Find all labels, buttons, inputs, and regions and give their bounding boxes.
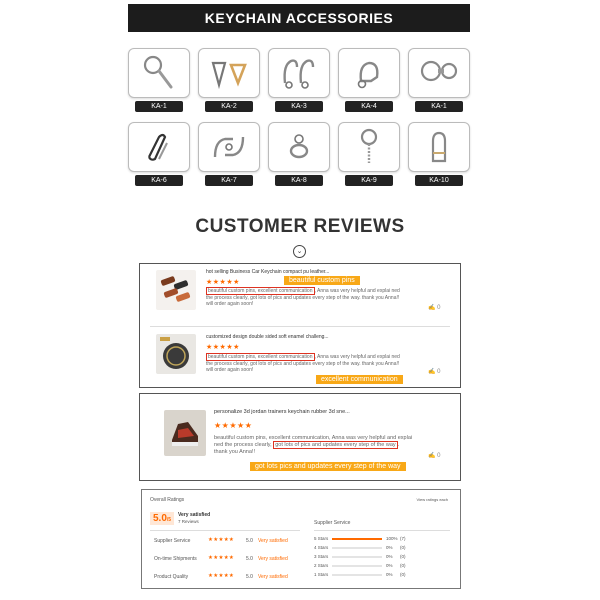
review-item <box>140 394 460 480</box>
review-text: beautiful custom pins, excellent communication , Anna was very helpful and explai ned the process clearly, got lots of pics and updates every step of the way. thank you Anna!! will order again soon! <box>206 354 400 373</box>
sneaker-keychain-photo <box>164 410 206 456</box>
rating-bar <box>332 565 382 567</box>
product-tile[interactable] <box>408 48 470 112</box>
swivel-snap-hook-icon <box>277 53 321 93</box>
like-button[interactable]: ✍ 0 <box>428 453 441 459</box>
product-label: KA-7 <box>205 175 253 186</box>
product-tile[interactable] <box>338 48 400 112</box>
reviews-title: CUSTOMER REVIEWS <box>195 216 405 237</box>
chevron-down-icon[interactable]: ⌄ <box>293 245 306 258</box>
product-tile[interactable] <box>198 122 260 186</box>
review-tag: beautiful custom pins <box>284 276 360 285</box>
review-title: hot selling Business Car Keychain compact pu leather... <box>206 269 330 275</box>
product-grid <box>128 48 470 186</box>
carabiner-clip-icon <box>139 127 179 167</box>
review-highlight: got lots of pics and updates every step of the way <box>275 442 396 448</box>
review-stars: ★★★★★ <box>214 421 253 430</box>
rating-bar <box>332 547 382 549</box>
product-label: KA-9 <box>345 175 393 186</box>
review-text: beautiful custom pins, excellent communication , Anna was very helpful and explai ned the process clearly, got lots of pics and updates every step of the way. thank you Anna!! will order again soon! <box>206 288 400 307</box>
banner-title: KEYCHAIN ACCESSORIES <box>204 10 394 26</box>
product-tile[interactable] <box>338 122 400 186</box>
review-count: 7 Reviews <box>178 519 199 524</box>
thumbs-up-icon: ✍ <box>428 453 436 459</box>
product-label: KA-3 <box>275 101 323 112</box>
split-ring-with-chain-icon <box>139 53 179 93</box>
oval-swivel-ring-icon <box>279 127 319 167</box>
product-label: KA-8 <box>275 175 323 186</box>
overall-score: 5.0/5 <box>150 512 174 525</box>
product-label: KA-6 <box>135 175 183 186</box>
product-label: KA-10 <box>415 175 463 186</box>
rating-bar <box>332 556 382 558</box>
d-ring-icon <box>207 53 251 93</box>
review-title: customized design double sided soft enamel challeng... <box>206 334 329 340</box>
overall-summary: Very satisfied <box>178 512 211 518</box>
review-highlight: beautiful custom pins, excellent communication <box>208 288 313 294</box>
split-ring-chain-icon <box>349 127 389 167</box>
criteria-stars: ★★★★★ <box>208 537 235 543</box>
rating-bar <box>332 574 382 576</box>
review-card <box>139 393 461 481</box>
product-label: KA-1 <box>415 101 463 112</box>
key-ring-with-swivel-icon <box>417 53 461 93</box>
criteria-stars: ★★★★★ <box>208 555 235 561</box>
review-stars: ★★★★★ <box>206 279 240 286</box>
divider <box>314 530 450 531</box>
product-label: KA-1 <box>135 101 183 112</box>
leather-keychains-photo <box>156 270 196 310</box>
review-item <box>140 264 460 324</box>
divider <box>150 326 450 327</box>
review-card <box>139 263 461 388</box>
thumbs-up-icon: ✍ <box>428 305 436 311</box>
rating-bar <box>332 538 382 540</box>
review-title: personalize 3d jordan trainers keychain rubber 3d sne... <box>214 409 350 415</box>
view-ratings-link[interactable]: View ratings each <box>416 497 448 502</box>
product-tile[interactable] <box>408 122 470 186</box>
review-tag: got lots pics and updates every step of the way <box>250 462 406 471</box>
product-tile[interactable] <box>128 48 190 112</box>
review-stars: ★★★★★ <box>206 344 240 351</box>
screw-lock-clasp-icon <box>419 127 459 167</box>
review-text: beautiful custom pins, excellent communication, Anna was very helpful and explai ned the process clearly, got lots of pics and updates every step of the way . thank you Anna!! <box>214 435 413 455</box>
product-tile[interactable] <box>128 122 190 186</box>
product-label: KA-4 <box>345 101 393 112</box>
product-tile[interactable] <box>268 122 330 186</box>
product-tile[interactable] <box>198 48 260 112</box>
divider <box>150 530 300 531</box>
breakdown-title: Supplier Service <box>314 520 351 526</box>
lobster-clasp-icon <box>349 53 389 93</box>
review-tag: excellent communication <box>316 375 403 384</box>
product-tile[interactable] <box>268 48 330 112</box>
product-label: KA-2 <box>205 101 253 112</box>
like-button[interactable]: ✍ 0 <box>428 305 441 311</box>
enamel-coin-photo <box>156 334 196 374</box>
ratings-title: Overall Ratings <box>150 497 185 503</box>
criteria-stars: ★★★★★ <box>208 573 235 579</box>
like-button[interactable]: ✍ 0 <box>428 369 441 375</box>
double-snap-hook-icon <box>207 127 251 167</box>
overall-ratings-panel: Overall Ratings View ratings each 5.0/5 Very satisfied 7 Reviews Supplier Service ★★★★★ 5.0 Very satisfied On-time Shipments ★★★★★ 5.0 Very satisfied Product Quality ★★★★★ 5.0 Very satisfied Supplier Service 5 Stars 100% (7) 4 Stars 0% (0) 3 Stars 0% (0) 2 Stars 0% (0) 1 Stars 0% (0) <box>141 489 461 589</box>
section-banner <box>128 4 470 32</box>
review-highlight: beautiful custom pins, excellent communication <box>208 354 313 360</box>
review-item <box>140 328 460 388</box>
thumbs-up-icon: ✍ <box>428 369 436 375</box>
